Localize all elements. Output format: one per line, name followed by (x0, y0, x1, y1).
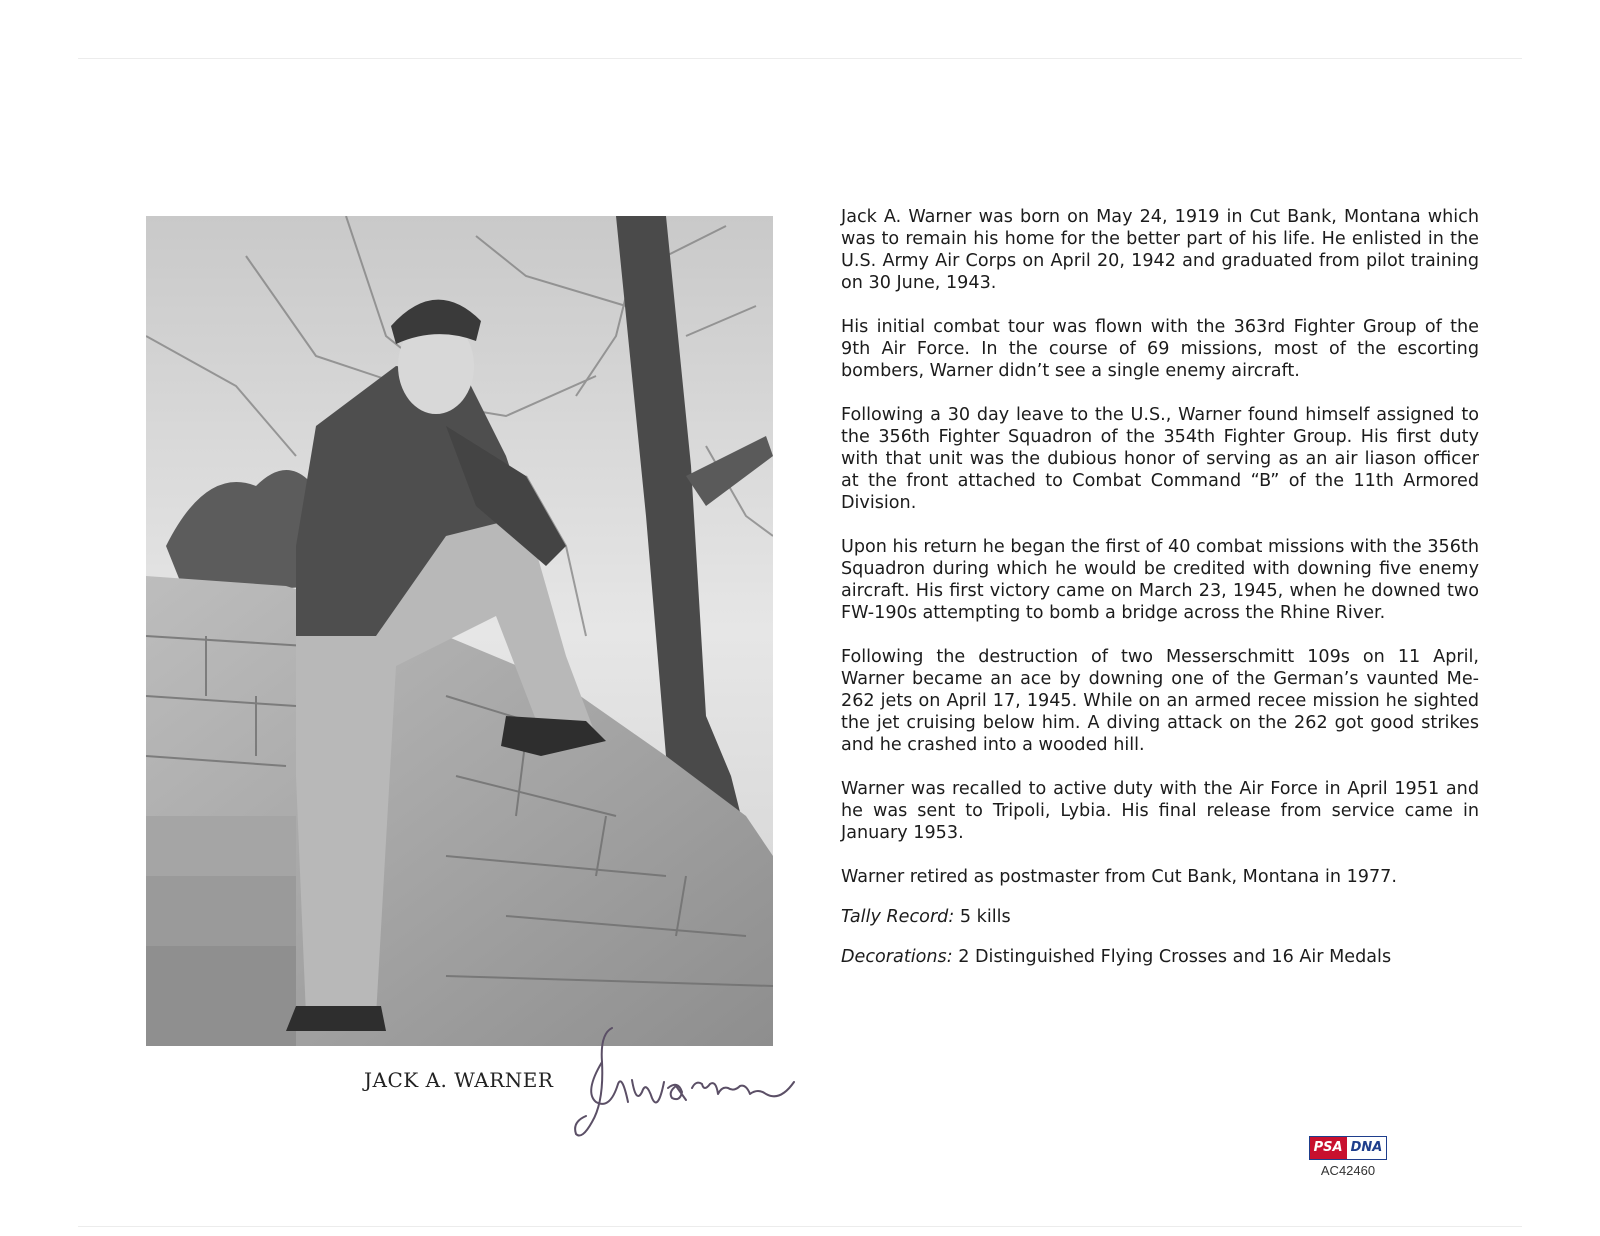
decorations (841, 946, 1479, 968)
biography-text (841, 206, 1479, 990)
photo-caption: JACK A. WARNER (364, 1068, 554, 1092)
authentication-sticker (1298, 1136, 1398, 1178)
tally-record (841, 906, 1479, 928)
portrait-photo (146, 216, 773, 1046)
top-divider (78, 58, 1522, 59)
bio-paragraph-ace: Following the destruction of two Messerschmitt 109s on 11 April, Warner became an ace by downing one of the German’s vaunted Me-262 jets on April 17, 1945. While on an armed recee mission he sighted the jet cruising below him. A diving attack on the 262 got good strikes and he crashed into a wooded hill. (841, 647, 1479, 755)
signature (572, 1022, 812, 1148)
bottom-divider (78, 1226, 1522, 1227)
bio-paragraph-combat-missions: Upon his return he began the first of 40 combat missions with the 356th Squadron during which he would be credited with downing five enemy aircraft. His first victory came on March 23, 1945, when he downed two FW-190s attempting to bomb a bridge across the Rhine River. (841, 537, 1479, 623)
tally-record-label: Tally Record: (841, 907, 955, 927)
psa-logo-text: PSA (1310, 1137, 1347, 1159)
dna-logo-text: DNA (1347, 1137, 1387, 1159)
psa-dna-logo (1309, 1136, 1388, 1160)
decorations-label: Decorations: (841, 947, 953, 967)
tally-record-value: 5 kills (959, 907, 1011, 927)
decorations-value: 2 Distinguished Flying Crosses and 16 Air Medals (958, 947, 1392, 967)
bio-paragraph-birth: Jack A. Warner was born on May 24, 1919 in Cut Bank, Montana which was to remain his home for the better part of his life. He enlisted in the U.S. Army Air Corps on April 20, 1942 and graduated from pilot training on 30 June, 1943. (841, 207, 1479, 293)
bio-paragraph-reassignment: Following a 30 day leave to the U.S., Warner found himself assigned to the 356th Fighter Squadron of the 354th Fighter Group. His first duty with that unit was the dubious honor of serving as an air liason officer at the front attached to Combat Command “B” of the 11th Armored Division. (841, 405, 1479, 513)
authentication-code: AC42460 (1320, 1163, 1376, 1178)
bio-paragraph-recall: Warner was recalled to active duty with the Air Force in April 1951 and he was sent to Tripoli, Lybia. His final release from service came in January 1953. (841, 779, 1479, 843)
bio-paragraph-retirement: Warner retired as postmaster from Cut Bank, Montana in 1977. (841, 867, 1397, 887)
bio-paragraph-first-tour: His initial combat tour was flown with the 363rd Fighter Group of the 9th Air Force. In the course of 69 missions, most of the escorting bombers, Warner didn’t see a single enemy aircraft. (841, 317, 1479, 381)
